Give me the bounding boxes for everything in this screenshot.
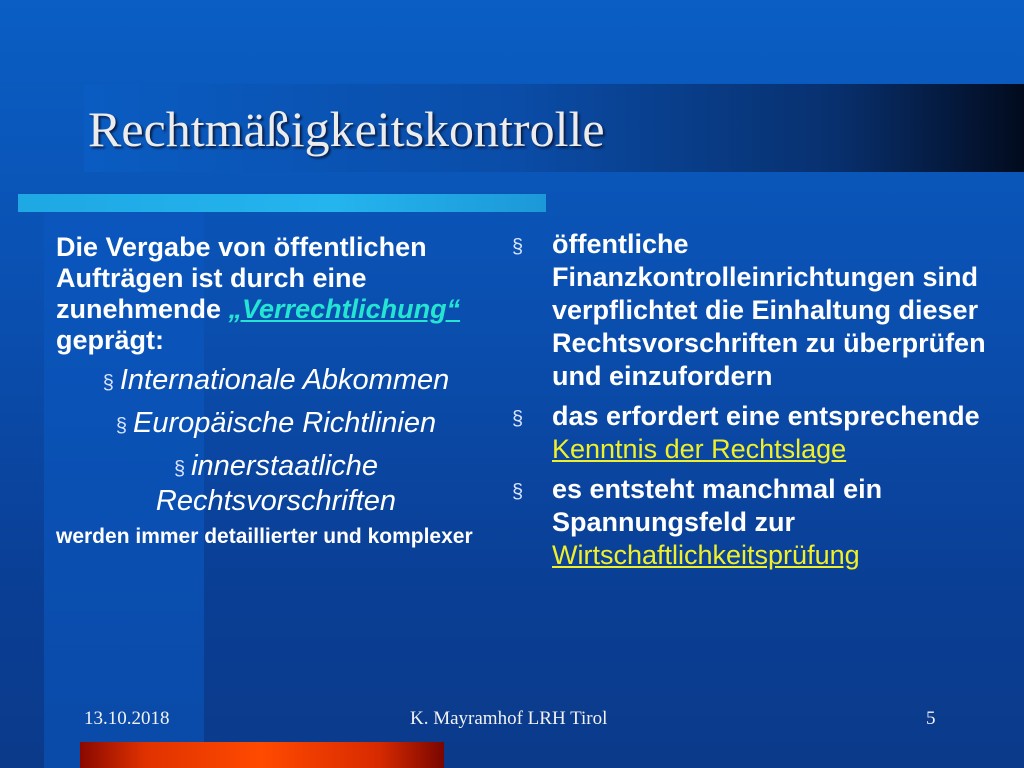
section-sign-icon: § bbox=[173, 458, 186, 480]
outro-text: werden immer detaillierter und komplexer bbox=[56, 525, 473, 548]
list-item bbox=[56, 364, 496, 399]
left-bullet-list bbox=[56, 364, 496, 517]
list-item bbox=[56, 450, 496, 517]
bullet-text bbox=[552, 228, 1020, 393]
slide-number: 5 bbox=[926, 708, 936, 729]
list-item-text: Europäische Richtlinien bbox=[133, 407, 437, 439]
bullet-text-body: es entsteht manchmal ein Spannungsfeld zur bbox=[552, 474, 883, 537]
intro-part1: Die Vergabe von öffentlichen Aufträgen ist durch eine zunehmende bbox=[56, 232, 427, 324]
right-column bbox=[512, 228, 1020, 579]
list-item bbox=[56, 407, 496, 442]
section-sign-icon: § bbox=[512, 408, 524, 430]
bullet-item bbox=[512, 473, 1020, 572]
footer-date: 13.10.2018 bbox=[84, 708, 170, 729]
section-sign-icon: § bbox=[512, 481, 524, 503]
verrechtlichung-link[interactable]: „Verrechtlichung“ bbox=[228, 294, 461, 324]
footer-accent-bar bbox=[80, 742, 444, 768]
section-sign-icon: § bbox=[102, 372, 114, 394]
list-item-text: innerstaatliche Rechtsvorschriften bbox=[155, 450, 397, 517]
section-sign-icon: § bbox=[115, 415, 128, 437]
bullet-text-body: das erfordert eine entsprechende bbox=[552, 401, 980, 431]
slide-title: Rechtmäßigkeitskontrolle bbox=[88, 101, 605, 157]
bullet-item bbox=[512, 400, 1020, 466]
bullet-text-body: öffentliche Finanzkontrolleinrichtungen sind verpflichtet die Einhaltung dieser Rechtsvorschriften zu überprüfen und einzufordern bbox=[552, 229, 986, 391]
bullet-item bbox=[512, 228, 1020, 393]
bullet-text bbox=[552, 400, 1020, 466]
title-underline-bar bbox=[18, 194, 546, 212]
section-sign-icon: § bbox=[512, 236, 524, 258]
wirtschaftlichkeitspruefung-link[interactable]: Wirtschaftlichkeitsprüfung bbox=[552, 540, 860, 570]
left-column bbox=[56, 232, 496, 549]
kenntnis-der-rechtslage-link[interactable]: Kenntnis der Rechtslage bbox=[552, 434, 847, 464]
intro-text bbox=[56, 232, 496, 356]
footer-author: K. Mayramhof LRH Tirol bbox=[410, 708, 608, 729]
bullet-text bbox=[552, 473, 1020, 572]
intro-part2: geprägt: bbox=[56, 325, 164, 355]
list-item-text: Internationale Abkommen bbox=[119, 364, 450, 396]
